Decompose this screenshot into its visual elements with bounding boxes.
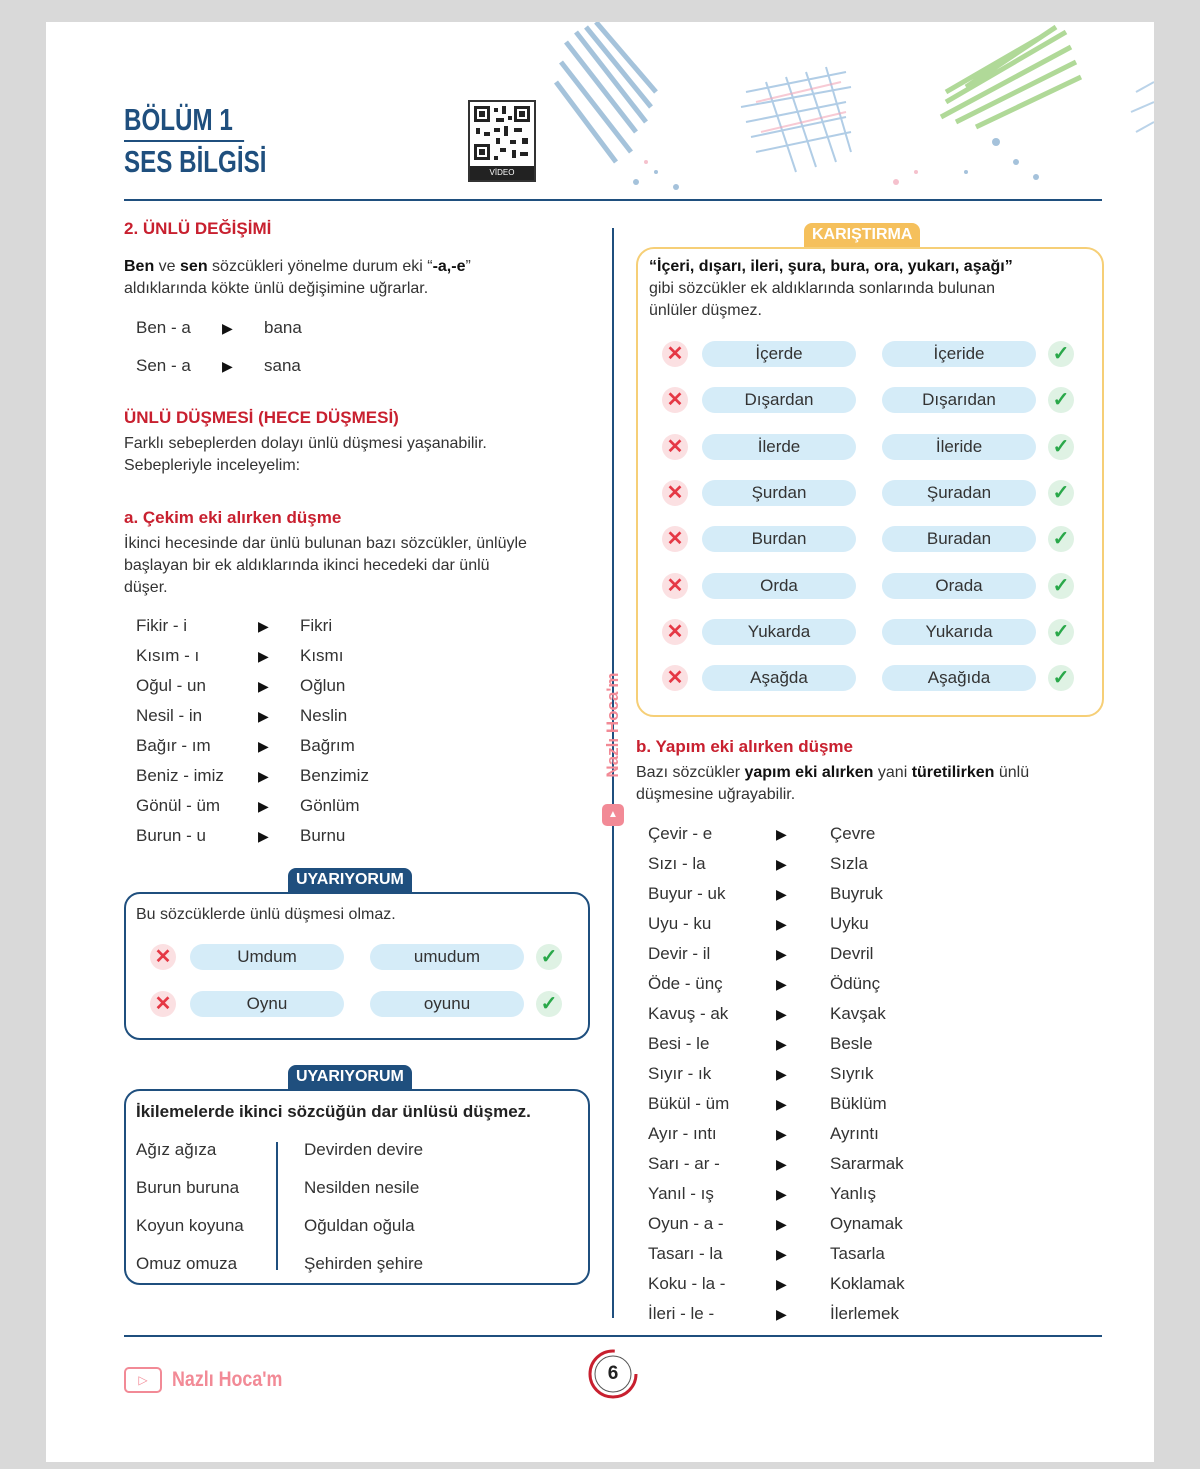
correct-word-pill: İleride <box>882 434 1036 460</box>
page-number: 6 <box>607 1363 619 1384</box>
wrong-icon: ✕ <box>662 480 688 506</box>
arrow-icon: ▶ <box>776 1066 787 1082</box>
arrow-icon: ▶ <box>776 1186 787 1202</box>
wrong-icon: ✕ <box>662 434 688 460</box>
example-to: Yanlış <box>830 1184 876 1203</box>
example-from: Besi - le <box>648 1034 710 1053</box>
arrow-icon: ▶ <box>258 738 269 754</box>
example-from: Sarı - ar - <box>648 1154 720 1173</box>
example-to: Burnu <box>300 826 346 845</box>
example-to: Sararmak <box>830 1154 904 1173</box>
example-to: Besle <box>830 1034 873 1053</box>
example-to: Buyruk <box>830 884 883 903</box>
youtube-icon: ▷ <box>124 1367 162 1393</box>
arrow-icon: ▶ <box>222 320 233 336</box>
example-to: Kavşak <box>830 1004 886 1023</box>
example-from: Sen - a <box>136 356 191 375</box>
section-title-cekim-eki: a. Çekim eki alırken düşme <box>124 508 342 527</box>
example-from: Yanıl - ış <box>648 1184 714 1203</box>
correct-word-pill: Orada <box>882 573 1036 599</box>
example-from: Bağır - ım <box>136 736 211 755</box>
arrow-icon: ▶ <box>258 798 269 814</box>
check-icon: ✓ <box>1048 526 1074 552</box>
example-from: Oğul - un <box>136 676 206 695</box>
example-to: Bağrım <box>300 736 355 755</box>
example-to: Ayrıntı <box>830 1124 879 1143</box>
ikileme-item: Omuz omuza <box>136 1254 238 1273</box>
example-from: Kısım - ı <box>136 646 200 665</box>
karistirma-badge: KARIŞTIRMA <box>804 223 920 247</box>
example-to: bana <box>264 318 302 337</box>
arrow-icon: ▶ <box>776 1216 787 1232</box>
wrong-word-pill: İlerde <box>702 434 856 460</box>
example-from: Nesil - in <box>136 706 203 725</box>
check-icon: ✓ <box>1048 573 1074 599</box>
example-from: Çevir - e <box>648 824 713 843</box>
correct-word-pill: Aşağıda <box>882 665 1036 691</box>
wrong-icon: ✕ <box>662 526 688 552</box>
wrong-word-pill: İçerde <box>702 341 856 367</box>
page-number-badge <box>586 1347 640 1401</box>
example-to: sana <box>264 356 301 375</box>
ikileme-item: Şehirden şehire <box>304 1254 424 1273</box>
arrow-icon: ▶ <box>258 678 269 694</box>
warning-col-divider <box>276 1142 278 1270</box>
example-from: Beniz - imiz <box>136 766 224 785</box>
example-from: Ben - a <box>136 318 191 337</box>
decorative-scribbles <box>546 22 1154 197</box>
arrow-icon: ▶ <box>258 708 269 724</box>
example-from: Ayır - ıntı <box>648 1124 717 1143</box>
section-intro-2: Farklı sebeplerden dolayı ünlü düşmesi yaşanabilir. Sebepleriyle inceleyelim: <box>124 435 487 474</box>
section-intro: Ben ve sen sözcükleri yönelme durum eki “-a,-e” aldıklarında kökte ünlü değişimine uğrarlar. <box>124 258 471 297</box>
example-from: Oyun - a - <box>648 1214 724 1233</box>
ikileme-item: Nesilden nesile <box>304 1178 420 1197</box>
wrong-icon: ✕ <box>662 387 688 413</box>
side-brand-text: Nazlı Hoca'm <box>603 672 622 778</box>
arrow-icon: ▶ <box>258 648 269 664</box>
side-brand <box>598 654 628 834</box>
chapter-number: BÖLÜM 1 <box>124 100 244 142</box>
ikileme-item: Ağız ağıza <box>136 1140 217 1159</box>
example-from: Burun - u <box>136 826 206 845</box>
arrow-icon: ▶ <box>776 826 787 842</box>
example-from: Gönül - üm <box>136 796 221 815</box>
section-title-unlu-degisimi: 2. ÜNLÜ DEĞİŞİMİ <box>124 219 272 238</box>
arrow-icon: ▶ <box>776 856 787 872</box>
play-icon: ▲ <box>602 804 624 826</box>
ikileme-item: Burun buruna <box>136 1178 240 1197</box>
correct-word-pill: Şuradan <box>882 480 1036 506</box>
check-icon: ✓ <box>1048 480 1074 506</box>
chapter-name: SES BİLGİSİ <box>124 144 267 179</box>
arrow-icon: ▶ <box>776 886 787 902</box>
warning-badge-1: UYARIYORUM <box>288 868 412 892</box>
example-from: Buyur - uk <box>648 884 726 903</box>
arrow-icon: ▶ <box>258 768 269 784</box>
check-icon: ✓ <box>536 991 562 1017</box>
wrong-word-pill: Aşağda <box>702 665 856 691</box>
example-to: Oynamak <box>830 1214 903 1233</box>
footer-brand[interactable] <box>124 1367 302 1393</box>
wrong-word-pill: Burdan <box>702 526 856 552</box>
arrow-icon: ▶ <box>776 1156 787 1172</box>
qr-code[interactable] <box>468 100 536 191</box>
arrow-icon: ▶ <box>776 1276 787 1292</box>
example-to: Sızla <box>830 854 868 873</box>
karistirma-text: “İçeri, dışarı, ileri, şura, bura, ora, yukarı, aşağı” gibi sözcükler ek aldıklarında sonlarında bulunan ünlüler düşmez. <box>649 258 1013 319</box>
correct-word-pill: oyunu <box>370 991 524 1017</box>
arrow-icon: ▶ <box>776 1246 787 1262</box>
example-to: Çevre <box>830 824 876 843</box>
example-to: Koklamak <box>830 1274 905 1293</box>
wrong-word-pill: Orda <box>702 573 856 599</box>
example-from: Öde - ünç <box>648 974 723 993</box>
arrow-icon: ▶ <box>776 1036 787 1052</box>
section-intro-4: Bazı sözcükler yapım eki alırken yani türetilirken ünlü düşmesine uğrayabilir. <box>636 764 1030 803</box>
correct-word-pill: umudum <box>370 944 524 970</box>
page <box>46 22 1154 1462</box>
example-from: Sızı - la <box>648 854 706 873</box>
wrong-icon: ✕ <box>662 341 688 367</box>
correct-word-pill: Yukarıda <box>882 619 1036 645</box>
arrow-icon: ▶ <box>776 1306 787 1322</box>
correct-word-pill: Dışarıdan <box>882 387 1036 413</box>
wrong-icon: ✕ <box>150 991 176 1017</box>
wrong-icon: ✕ <box>150 944 176 970</box>
example-from: Sıyır - ık <box>648 1064 712 1083</box>
example-to: Sıyrık <box>830 1064 874 1083</box>
header-divider <box>124 199 1102 201</box>
check-icon: ✓ <box>536 944 562 970</box>
example-from: Devir - il <box>648 944 711 963</box>
footer-brand-text: Nazlı Hoca'm <box>172 1368 283 1391</box>
wrong-word-pill: Umdum <box>190 944 344 970</box>
example-to: Uyku <box>830 914 869 933</box>
arrow-icon: ▶ <box>258 828 269 844</box>
arrow-icon: ▶ <box>776 1096 787 1112</box>
warning-badge-2: UYARIYORUM <box>288 1065 412 1089</box>
correct-word-pill: Buradan <box>882 526 1036 552</box>
example-to: Kısmı <box>300 646 344 665</box>
ikileme-item: Koyun koyuna <box>136 1216 244 1235</box>
example-to: Neslin <box>300 706 348 725</box>
check-icon: ✓ <box>1048 341 1074 367</box>
example-to: Ödünç <box>830 974 881 993</box>
section-intro-3: İkinci hecesinde dar ünlü bulunan bazı sözcükler, ünlüyle başlayan bir ek aldıklarında ikinci hecedeki dar ünlü düşer. <box>124 535 527 596</box>
example-from: Fikir - i <box>136 616 187 635</box>
arrow-icon: ▶ <box>776 1126 787 1142</box>
correct-word-pill: İçeride <box>882 341 1036 367</box>
example-to: Fikri <box>300 616 333 635</box>
arrow-icon: ▶ <box>776 946 787 962</box>
example-from: Koku - la - <box>648 1274 726 1293</box>
example-from: Tasarı - la <box>648 1244 723 1263</box>
arrow-icon: ▶ <box>258 618 269 634</box>
arrow-icon: ▶ <box>776 976 787 992</box>
qr-caption: VİDEO DERSLER <box>470 166 534 180</box>
check-icon: ✓ <box>1048 619 1074 645</box>
ikileme-item: Oğuldan oğula <box>304 1216 415 1235</box>
arrow-icon: ▶ <box>776 916 787 932</box>
example-from: Bükül - üm <box>648 1094 730 1113</box>
example-to: Gönlüm <box>300 796 360 815</box>
example-from: Uyu - ku <box>648 914 712 933</box>
example-to: Tasarla <box>830 1244 885 1263</box>
example-to: Büklüm <box>830 1094 887 1113</box>
example-from: İleri - le - <box>648 1304 715 1323</box>
check-icon: ✓ <box>1048 665 1074 691</box>
wrong-word-pill: Şurdan <box>702 480 856 506</box>
chapter-title <box>124 100 266 182</box>
example-to: Oğlun <box>300 676 346 695</box>
arrow-icon: ▶ <box>222 358 233 374</box>
example-to: Benzimiz <box>300 766 369 785</box>
section-title-yapim-eki: b. Yapım eki alırken düşme <box>636 737 854 756</box>
check-icon: ✓ <box>1048 434 1074 460</box>
wrong-icon: ✕ <box>662 573 688 599</box>
qr-pattern-icon <box>470 102 534 164</box>
check-icon: ✓ <box>1048 387 1074 413</box>
wrong-icon: ✕ <box>662 665 688 691</box>
ikileme-item: Devirden devire <box>304 1140 424 1159</box>
wrong-word-pill: Oynu <box>190 991 344 1017</box>
example-to: İlerlemek <box>830 1304 899 1323</box>
arrow-icon: ▶ <box>776 1006 787 1022</box>
wrong-word-pill: Dışardan <box>702 387 856 413</box>
warning-text-2: İkilemelerde ikinci sözcüğün dar ünlüsü düşmez. <box>136 1102 531 1121</box>
warning-text-1: Bu sözcüklerde ünlü düşmesi olmaz. <box>136 906 396 923</box>
footer-divider <box>124 1335 1102 1337</box>
wrong-word-pill: Yukarda <box>702 619 856 645</box>
wrong-icon: ✕ <box>662 619 688 645</box>
example-to: Devril <box>830 944 874 963</box>
example-from: Kavuş - ak <box>648 1004 729 1023</box>
section-title-unlu-dusmesi: ÜNLÜ DÜŞMESİ (HECE DÜŞMESİ) <box>124 408 399 427</box>
